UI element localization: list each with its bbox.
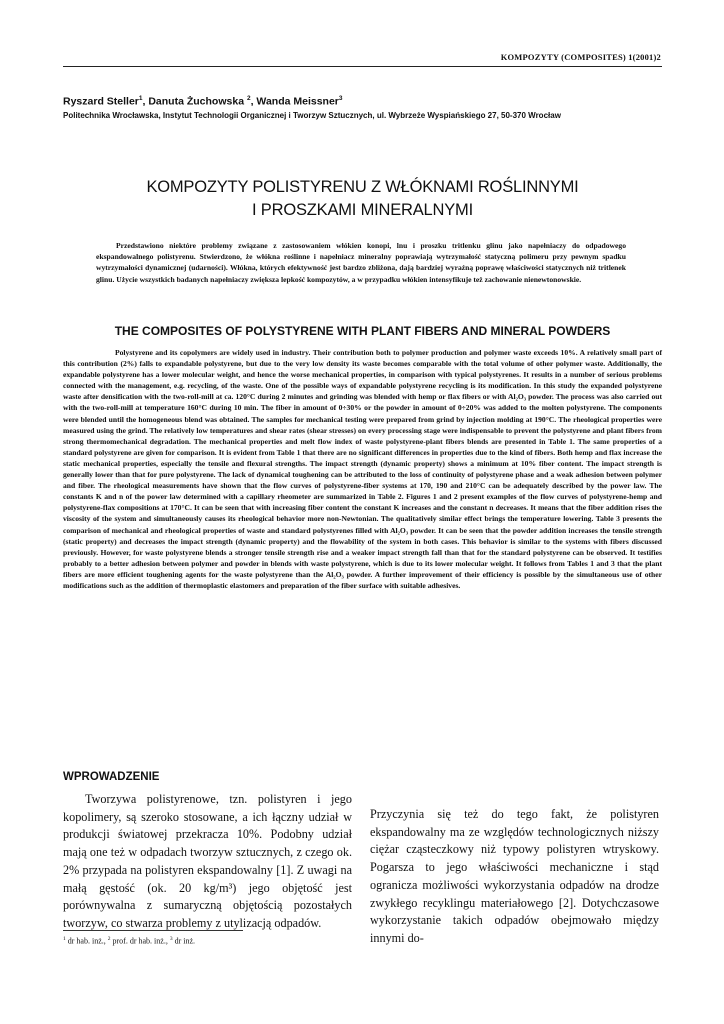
author-marker: 1 [138,95,143,102]
footnote-marker: 3 [169,936,173,942]
body-column-right: Przyczynia się też do tego fakt, że polistyren ekspandowalny ma ze względów technologicznych niższy ciężar cząsteczkowy niż typowy polistyren wtryskowy. Pogarsza to jego właściwości mechaniczne i stąd ogranicza możliwości wykorzystania odpadów na drodze zwykłego recyklingu materiałowego [2]. Dotychczasowe wykorzystanie takich odpadów obejmowało między innymi do- [370,807,659,945]
abstract-english: Polystyrene and its copolymers are widely used in industry. Their contribution both to polymer production and polymer waste exceeds 10%. A relatively small part of this contribution (2%) falls to expandable polystyrene, but due to the very low density its waste becomes comparable with the total volume of other polymer waste. Additionally, the expandable polystyrene has a lower molecular weight, and hence the worse mechanical properties, in comparison with typical polystyrenes. It results in a number of serious problems connected with the management, e.g. recycling, of the waste. One of the possible ways of expandable polystyrene recycling is its modification. In this study the expanded polystyrene waste after densification with the two-roll-mill at ca. 120°C during 2 minutes and grinding was blended with hemp or flax fibers or with Al₂O₃ powder. The process was also carried out with the two-roll-mill at temperature 160°C during 10 min. The fiber in amount of 0÷30% or the powder in amount of 0÷20% was added to the molten polystyrene. The components were blended until the homogeneous blend was obtained. The samples for mechanical testing were prepared from grind by injection molding at 190°C. The rheological properties were measured using the grind. The relatively low temperatures and shear rates (shear stresses) on every processing stage were indispensable to prevent the polystyrene and plant fibers from strong thermomechanical degradation. The mechanical properties and melt flow index of waste polystyrene-plant fibers blends are presented in Table 1. The same properties of a standard polystyrene are given for comparison. It is evident from Table 1 that there are no significant differences in properties due to the kind of fibers. Both hemp and flax increase the static mechanical properties, especially the tensile and flexural strengths. The impact strength (dynamic property) shows a minimum at 10% fiber content. The impact strength is generally lower than that for pure polystyrene. The lack of dynamical toughening can be attributed to the loss of continuity of polystyrene phase and a weak adhesion between polymer and fiber. The rheological measurements have shown that the flow curves of polystyrene-fiber systems at 170, 190 and 210°C can be adequately described by the power law. The constants K and n of the power law determined with a capillary rheometer are summarized in Table 2. Figures 1 and 2 present examples of the flow curves of polystyrene-hemp and polystyrene-flax compositions at 170°C. It can be seen that with increasing fiber content the constant K increases and the constant n decreases. It means that the fiber addition rises the viscosity of the system and simultaneously causes its rheological behavior more non-Newtonian. The qualitatively similar effect brings the temperature lowering. Table 3 presents the comparison of mechanical and rheological properties of waste and standard polystyrenes filled with Al₂O₃ powder. It can be seen that the powder addition increases the tensile strength (static property) and decreases the impact strength (dynamic property) and the flowability of the system in both cases. This behavior is similar to the systems with fibers discussed previously. However, for waste polystyrene blends a stronger tensile strength rise and a weaker impact strength fall than that for the standard polystyrene can be observed. It testifies probably to a better adhesion between polymer and powder in blends with waste polystyrene, which is due to its lower molecular weight. It follows from Tables 1 and 3 that the plant fibers are more efficient toughening agents for the waste polystyrene than the Al₂O₃ powder. A further improvement of their efficiency is possible by the simultaneous use of other modifications such as the addition of thermoplastic elastomers and preparation of the fiber surface with suitable adhesives. [63,348,662,590]
title-line: KOMPOZYTY POLISTYRENU Z WŁÓKNAMI ROŚLINNYMI [146,178,579,196]
header-rule [63,66,662,67]
footnote-text: dr hab. inż., [65,936,108,946]
author-name: Wanda Meissner [256,95,339,108]
footnote-rule [63,930,243,931]
affiliation: Politechnika Wrocławska, Instytut Technologii Organicznej i Tworzyw Sztucznych, ul. Wybrzeże Wyspiańskiego 27, 50-370 Wrocław [63,111,561,120]
title-line: I PROSZKAMI MINERALNYMI [252,201,473,219]
footnote [63,936,195,946]
body-column-left: Tworzywa polistyrenowe, tzn. polistyren i jego kopolimery, są szeroko stosowane, a ich łączny udział w produkcji światowej przekracza 10%. Podobny udział mają one też w odpadach tworzyw sztucznych, z czego ok. 2% przypada na polistyren ekspandowalny [1]. Z uwagi na małą gęstość (ok. 20 kg/m³) jego objętość jest porównywalna z sumaryczną objętością pozostałych tworzyw, co stwarza problemy z utylizacją odpadów. [63,792,352,930]
title-polish [63,176,662,222]
author-list: Ryszard Steller$^1$, Danuta Żuchowska $^2$, Wanda Meissner$^3$ [63,95,343,108]
author-marker: 3 [338,95,343,102]
footnote-text: dr inż. [172,936,196,946]
footnote-marker: 1 [63,936,66,942]
running-head: KOMPOZYTY (COMPOSITES) 1(2001)2 [500,52,661,62]
author-name: Ryszard Steller [63,95,139,108]
footnote-text: prof. dr hab. inż., [110,936,170,946]
footnote-marker: 2 [107,936,111,942]
author-name: Danuta Żuchowska [148,95,245,108]
abstract-polish: Przedstawiono niektóre problemy związane z zastosowaniem włókien konopi, lnu i proszku tritlenku glinu jako napełniaczy do odpadowego ekspandowalnego polistyrenu. Stwierdzono, że włókna roślinne i napełniacz mineralny poprawiają wytrzymałość statyczną polimeru przy pewnym spadku wytrzymałości dynamicznej (udarności). Włókna, których efektywność jest bardzo zbliżona, dają bardziej wyraźną poprawę właściwości statycznych niż tritlenek glinu. Użycie wszystkich badanych napełniaczy zwiększa lepkość kompozytów, a w przypadku włókien intensyfikuje też zachowanie nienewtonowskie. [96,241,626,284]
section-heading: WPROWADZENIE [63,771,160,783]
title-english: THE COMPOSITES OF POLYSTYRENE WITH PLANT FIBERS AND MINERAL POWDERS [114,324,611,338]
author-marker: 2 [246,95,251,102]
